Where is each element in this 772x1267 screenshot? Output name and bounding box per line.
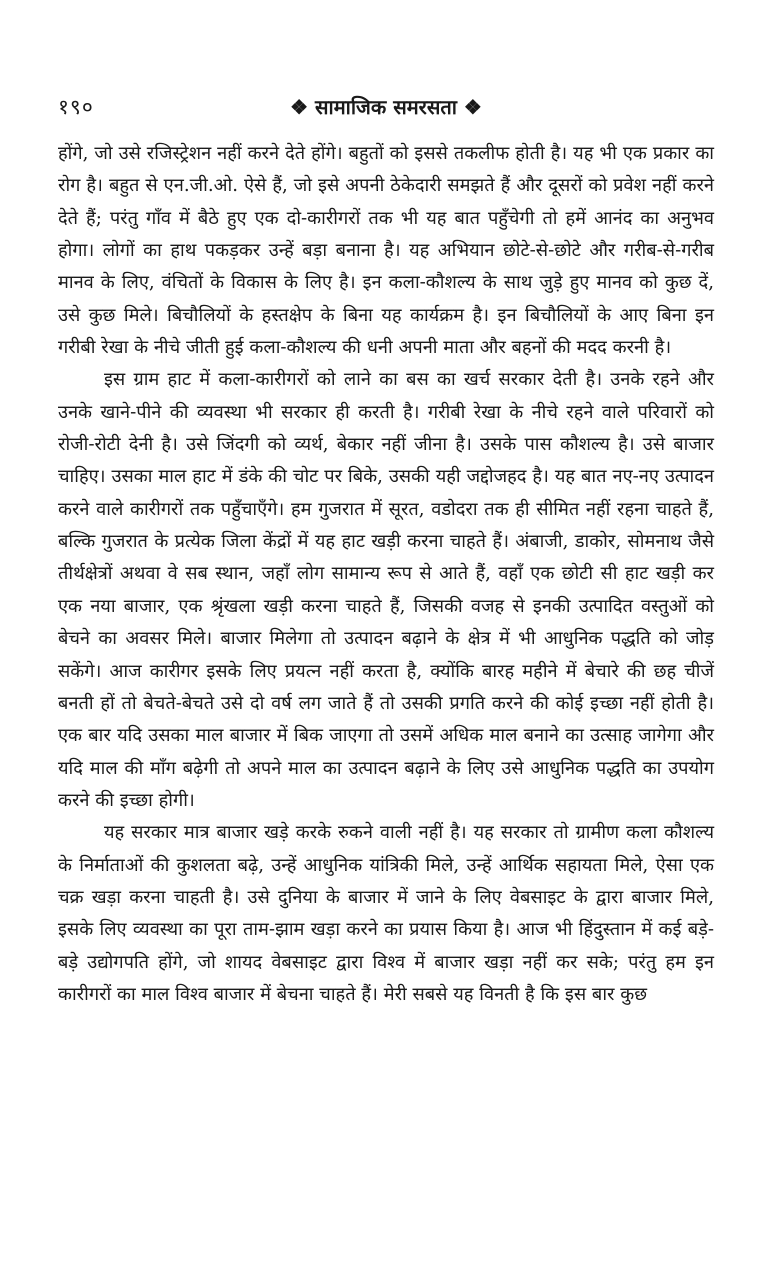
paragraph-2: इस ग्राम हाट में कला-कारीगरों को लाने का बस का खर्च सरकार देती है। उनके रहने और उनके खाने-पीने की व्यवस्था भी सरकार ही करती है। गरीबी रेखा के नीचे रहने वाले परिवारों को रोजी-रोटी देनी है। उसे जिंदगी को व्यर्थ, बेकार नहीं जीना है। उसके पास कौशल्य है। उसे बाजार चाहिए। उसका माल हाट में डंके की चोट पर बिके, उसकी यही जद्दोजहद है। यह बात नए-नए उत्पादन करने वाले कारीगरों तक पहुँचाएँगे। हम गुजरात में सूरत, वडोदरा तक ही सीमित नहीं रहना चाहते हैं, बल्कि गुजरात के प्रत्येक जिला केंद्रों में यह हाट खड़ी करना चाहते हैं। अंबाजी, डाकोर, सोमनाथ जैसे तीर्थक्षेत्रों अथवा वे सब स्थान, जहाँ लोग सामान्य रूप से आते हैं, वहाँ एक छोटी सी हाट खड़ी कर एक नया बाजार, एक श्रृंखला खड़ी करना चाहते हैं, जिसकी वजह से इनकी उत्पादित वस्तुओं को बेचने का अवसर मिले। बाजार मिलेगा तो उत्पादन बढ़ाने के क्षेत्र में भी आधुनिक पद्धति को जोड़ सकेंगे। आज कारीगर इसके लिए प्रयत्न नहीं करता है, क्योंकि बारह महीने में बेचारे की छह चीजें बनती हों तो बेचते-बेचते उसे दो वर्ष लग जाते हैं तो उसकी प्रगति करने की कोई इच्छा नहीं होती है। एक बार यदि उसका माल बाजार में बिक जाएगा तो उसमें अधिक माल बनाने का उत्साह जागेगा और यदि माल की माँग बढ़ेगी तो अपने माल का उत्पादन बढ़ाने के लिए उसे आधुनिक पद्धति का उपयोग करने की इच्छा होगी। bbox=[58, 369, 714, 811]
running-title: ❖ सामाजिक समरसता ❖ bbox=[290, 95, 482, 119]
body-text bbox=[58, 138, 714, 1011]
paragraph-3: यह सरकार मात्र बाजार खड़े करके रुकने वाली नहीं है। यह सरकार तो ग्रामीण कला कौशल्य के निर्माताओं की कुशलता बढ़े, उन्हें आधुनिक यांत्रिकी मिले, उन्हें आर्थिक सहायता मिले, ऐसा एक चक्र खड़ा करना चाहती है। उसे दुनिया के बाजार में जाने के लिए वेबसाइट के द्वारा बाजार मिले, इसके लिए व्यवस्था का पूरा ताम-झाम खड़ा करने का प्रयास किया है। आज भी हिंदुस्तान में कई बड़े-बड़े उद्योगपति होंगे, जो शायद वेबसाइट द्वारा विश्व में बाजार खड़ा नहीं कर सके; परंतु हम इन कारीगरों का माल विश्व बाजार में बेचना चाहते हैं। मेरी सबसे यह विनती है कि इस बार कुछ bbox=[58, 822, 714, 1005]
page-header bbox=[58, 92, 714, 122]
paragraph-1: होंगे, जो उसे रजिस्ट्रेशन नहीं करने देते होंगे। बहुतों को इससे तकलीफ होती है। यह भी एक प्रकार का रोग है। बहुत से एन.जी.ओ. ऐसे हैं, जो इसे अपनी ठेकेदारी समझते हैं और दूसरों को प्रवेश नहीं करने देते हैं; परंतु गाँव में बैठे हुए एक दो-कारीगरों तक भी यह बात पहुँचेगी तो हमें आनंद का अनुभव होगा। लोगों का हाथ पकड़कर उन्हें बड़ा बनाना है। यह अभियान छोटे-से-छोटे और गरीब-से-गरीब मानव के लिए, वंचितों के विकास के लिए है। इन कला-कौशल्य के साथ जुड़े हुए मानव को कुछ दें, उसे कुछ मिले। बिचौलियों के हस्तक्षेप के बिना यह कार्यक्रम है। इन बिचौलियों के आए बिना इन गरीबी रेखा के नीचे जीती हुई कला-कौशल्य की धनी अपनी माता और बहनों की मदद करनी है। bbox=[58, 143, 714, 359]
page-number: १९० bbox=[58, 95, 94, 119]
